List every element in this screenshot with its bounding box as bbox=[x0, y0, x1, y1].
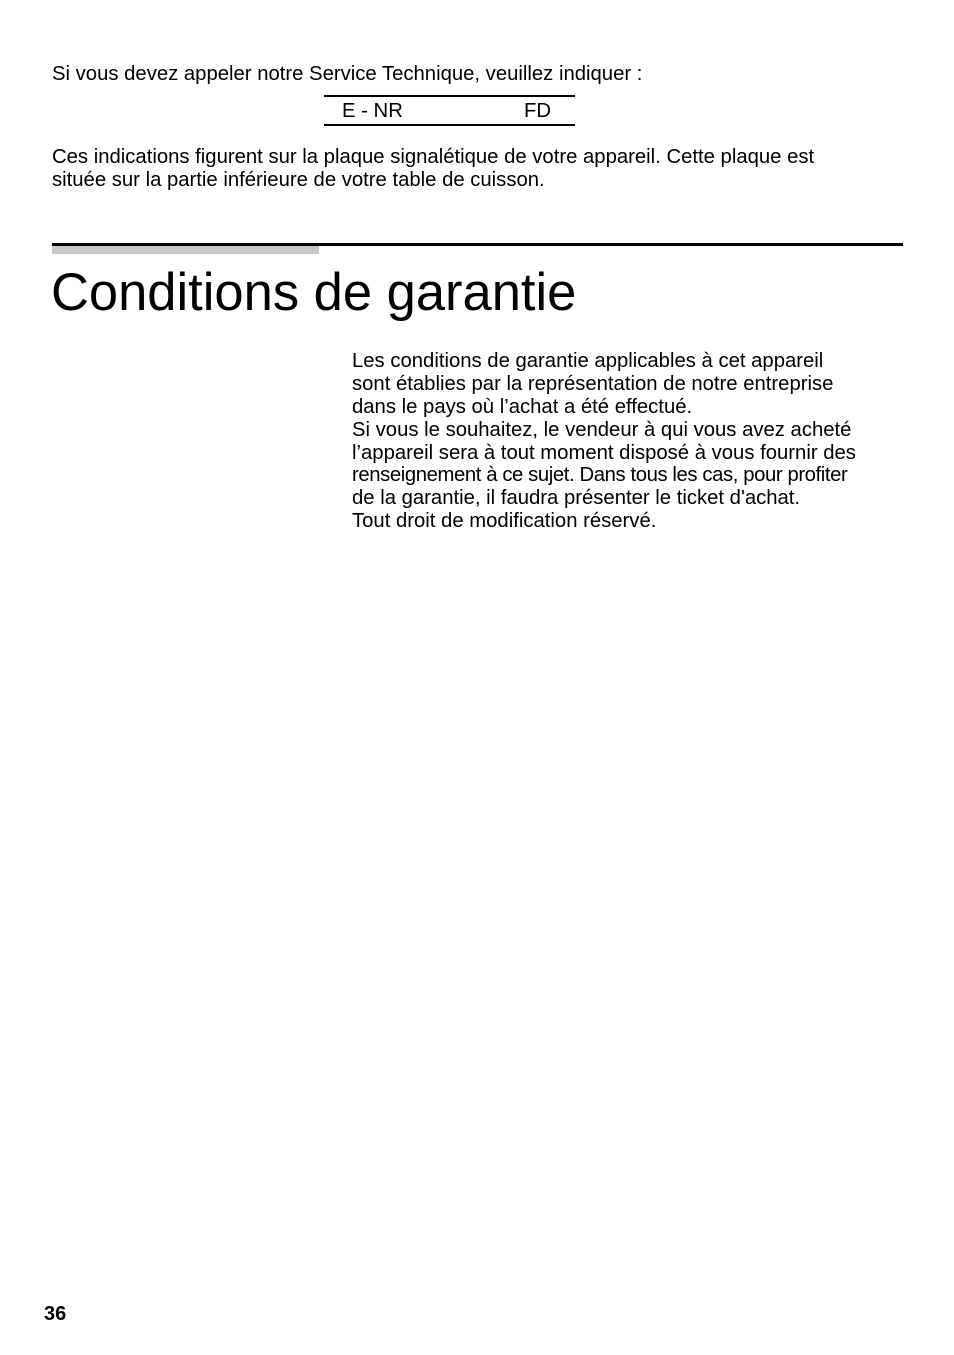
fd-label: FD bbox=[524, 100, 552, 122]
warranty-body-line: dans le pays où l’achat a été effectué. bbox=[352, 396, 693, 418]
section-rule bbox=[52, 243, 903, 246]
warranty-body-line: Si vous le souhaitez, le vendeur à qui vous avez acheté bbox=[352, 419, 852, 441]
warranty-body-line: Tout droit de modification réservé. bbox=[352, 510, 657, 532]
enr-label: E - NR bbox=[342, 100, 403, 122]
warranty-body-line: l’appareil sera à tout moment disposé à vous fournir des bbox=[352, 442, 856, 464]
rating-plate-note-line: située sur la partie inférieure de votre table de cuisson. bbox=[52, 169, 545, 191]
product-code-table bbox=[324, 95, 575, 126]
section-rule-accent bbox=[52, 246, 319, 254]
warranty-body-line: sont établies par la représentation de notre entreprise bbox=[352, 373, 834, 395]
section-title: Conditions de garantie bbox=[51, 263, 577, 322]
rating-plate-note-line: Ces indications figurent sur la plaque signalétique de votre appareil. Cette plaque est bbox=[52, 146, 815, 168]
page-number: 36 bbox=[44, 1303, 67, 1325]
warranty-body-line: renseignement à ce sujet. Dans tous les cas, pour profiter bbox=[352, 464, 848, 486]
warranty-body-line: Les conditions de garantie applicables à cet appareil bbox=[352, 350, 824, 372]
service-intro-text: Si vous devez appeler notre Service Technique, veuillez indiquer : bbox=[52, 63, 643, 85]
warranty-body-line: de la garantie, il faudra présenter le ticket d'achat. bbox=[352, 487, 801, 509]
